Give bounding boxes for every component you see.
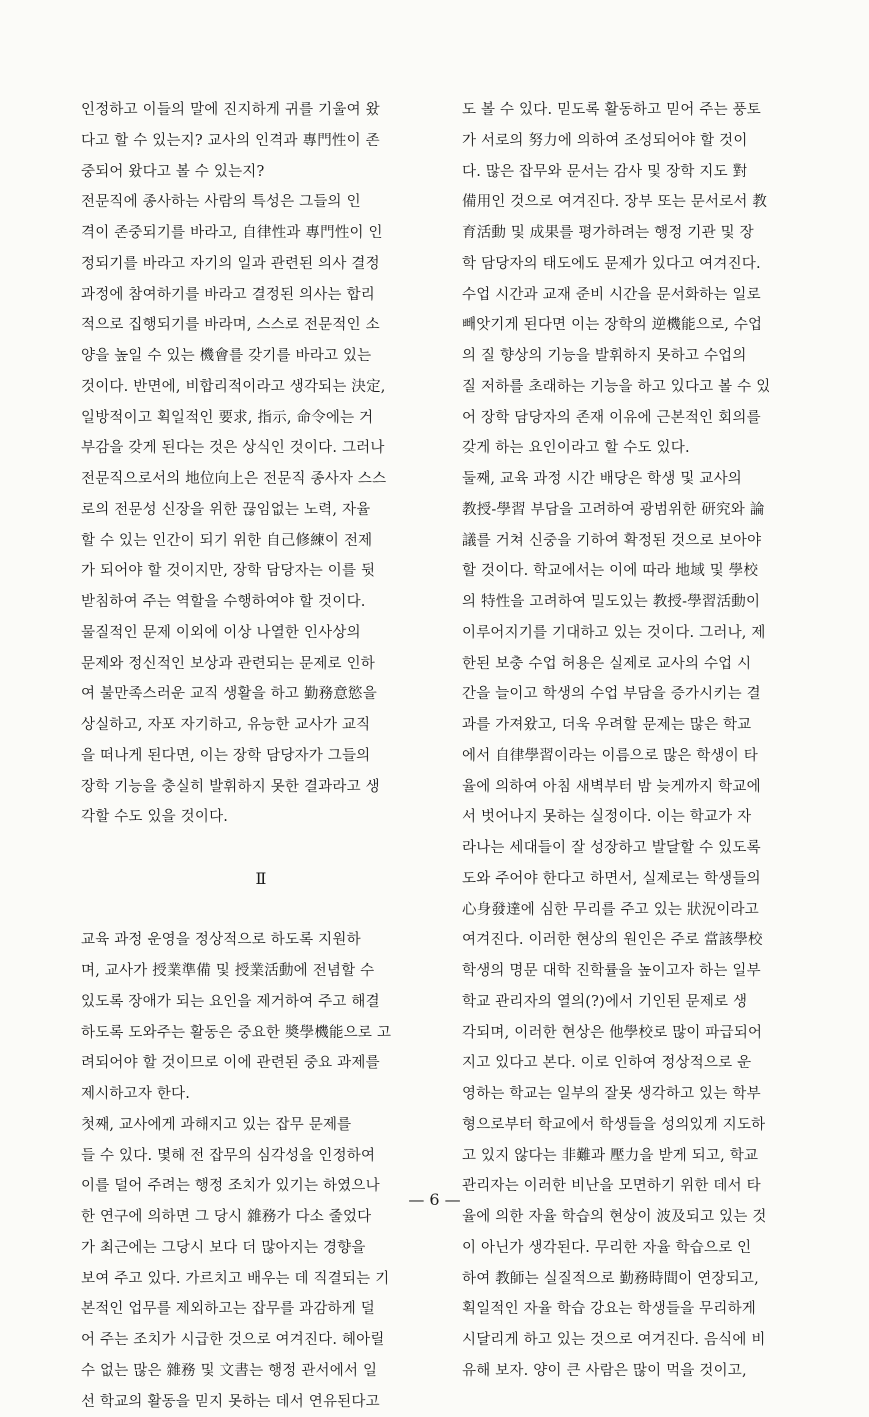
text-line: 학생의 명문 대학 진학률을 높이고자 하는 일부	[462, 956, 824, 987]
text-line: 제시하고자 한다.	[81, 1079, 441, 1110]
text-line: 어 장학 담당자의 존재 이유에 근본적인 회의를	[462, 403, 824, 434]
page-number: — 6 —	[0, 1190, 869, 1209]
text-line: 갖게 하는 요인이라고 할 수도 있다.	[462, 433, 824, 464]
text-line: 인정하고 이들의 말에 진지하게 귀를 기울여 왔	[81, 95, 441, 126]
left-paragraphs	[81, 95, 441, 833]
text-line: 지고 있다고 본다. 이로 인하여 정상적으로 운	[462, 1048, 824, 1079]
text-line: 한된 보충 수업 허용은 실제로 교사의 수업 시	[462, 649, 824, 680]
text-line: 로의 전문성 신장을 위한 끊임없는 노력, 자율	[81, 495, 441, 526]
text-line: 어 주는 조치가 시급한 것으로 여겨진다. 헤아릴	[81, 1325, 441, 1356]
text-line: 할 것이다. 학교에서는 이에 따라 地域 및 學校	[462, 556, 824, 587]
text-line: 장학 기능을 충실히 발휘하지 못한 결과라고 생	[81, 772, 441, 803]
text-line: 하여 教師는 실질적으로 勤務時間이 연장되고,	[462, 1264, 824, 1295]
text-line: 간을 늘이고 학생의 수업 부담을 증가시키는 결	[462, 679, 824, 710]
text-line: 備用인 것으로 여겨진다. 장부 또는 문서로서 教	[462, 187, 824, 218]
text-line: 각할 수도 있을 것이다.	[81, 802, 441, 833]
text-line: 心身發達에 심한 무리를 주고 있는 狀況이라고	[462, 895, 824, 926]
text-line: 것이다. 반면에, 비합리적이라고 생각되는 決定,	[81, 372, 441, 403]
text-line: 적으로 집행되기를 바라며, 스스로 전문적인 소	[81, 310, 441, 341]
text-line: 질 저하를 초래하는 기능을 하고 있다고 볼 수 있	[462, 372, 824, 403]
text-line: 수 없는 많은 雜務 및 文書는 행정 관서에서 일	[81, 1356, 441, 1387]
text-line: 여 불만족스러운 교직 생활을 하고 勤務意慾을	[81, 679, 441, 710]
text-line: 보여 주고 있다. 가르치고 배우는 데 직결되는 기	[81, 1264, 441, 1295]
text-line: 전문직에 종사하는 사람의 특성은 그들의 인	[81, 187, 441, 218]
text-line: 본적인 업무를 제외하고는 잡무를 과감하게 덜	[81, 1294, 441, 1325]
text-line: 학교 관리자의 열의(?)에서 기인된 문제로 생	[462, 987, 824, 1018]
text-line: 가 최근에는 그당시 보다 더 많아지는 경향을	[81, 1233, 441, 1264]
text-line: 받침하여 주는 역할을 수행하여야 할 것이다.	[81, 587, 441, 618]
spacer	[81, 833, 441, 864]
text-line: 부감을 갖게 된다는 것은 상식인 것이다. 그러나	[81, 433, 441, 464]
text-line: 이를 덜어 주려는 행정 조치가 있기는 하였으나	[81, 1171, 441, 1202]
text-line: 율에 의하여 아침 새벽부터 밤 늦게까지 학교에	[462, 772, 824, 803]
text-line: 하도록 도와주는 활동은 중요한 奬學機能으로 고	[81, 1018, 441, 1049]
text-line: 며, 교사가 授業準備 및 授業活動에 전념할 수	[81, 956, 441, 987]
text-line: 학 담당자의 태도에도 문제가 있다고 여겨진다.	[462, 249, 824, 280]
text-line: 문제와 정신적인 보상과 관련되는 문제로 인하	[81, 649, 441, 680]
text-line: 의 特性을 고려하여 밀도있는 教授-學習活動이	[462, 587, 824, 618]
text-line: 율에 의한 자율 학습의 현상이 波及되고 있는 것	[462, 1202, 824, 1233]
text-line: 이루어지기를 기대하고 있는 것이다. 그러나, 제	[462, 618, 824, 649]
text-line: 시달리게 하고 있는 것으로 여겨진다. 음식에 비	[462, 1325, 824, 1356]
text-line: 教授-學習 부담을 고려하여 광범위한 研究와 論	[462, 495, 824, 526]
text-line: 중되어 왔다고 볼 수 있는지?	[81, 157, 441, 188]
spacer	[81, 895, 441, 926]
text-line: 관리자는 이러한 비난을 모면하기 위한 데서 타	[462, 1171, 824, 1202]
text-line: 과를 가져왔고, 더욱 우려할 문제는 많은 학교	[462, 710, 824, 741]
text-line: 양을 높일 수 있는 機會를 갖기를 바라고 있는	[81, 341, 441, 372]
text-line: 한 연구에 의하면 그 당시 雜務가 다소 줄었다	[81, 1202, 441, 1233]
text-line: 려되어야 할 것이므로 이에 관련된 중요 과제를	[81, 1048, 441, 1079]
text-line: 빼앗기게 된다면 이는 장학의 逆機能으로, 수업	[462, 310, 824, 341]
text-line: 정되기를 바라고 자기의 일과 관련된 의사 결정	[81, 249, 441, 280]
text-line: 다. 많은 잡무와 문서는 감사 및 장학 지도 對	[462, 157, 824, 188]
text-line: 첫째, 교사에게 과해지고 있는 잡무 문제를	[81, 1110, 441, 1141]
text-line: 고 있지 않다는 非難과 壓力을 받게 되고, 학교	[462, 1141, 824, 1172]
section-numeral: Ⅱ	[81, 864, 441, 895]
text-line: 유해 보자. 양이 큰 사람은 많이 먹을 것이고,	[462, 1356, 824, 1387]
left-column	[81, 95, 441, 1417]
text-line: 수업 시간과 교재 준비 시간을 문서화하는 일로	[462, 280, 824, 311]
text-line: 상실하고, 자포 자기하고, 유능한 교사가 교직	[81, 710, 441, 741]
text-line: 가 되어야 할 것이지만, 장학 담당자는 이를 뒷	[81, 556, 441, 587]
text-line: 다고 할 수 있는지? 교사의 인격과 專門性이 존	[81, 126, 441, 157]
text-line: 과정에 참여하기를 바라고 결정된 의사는 합리	[81, 280, 441, 311]
text-line: 여겨진다. 이러한 현상의 원인은 주로 當該學校	[462, 925, 824, 956]
text-line: 둘째, 교육 과정 시간 배당은 학생 및 교사의	[462, 464, 824, 495]
text-line: 에서 自律學習이라는 이름으로 많은 학생이 타	[462, 741, 824, 772]
text-line: 있도록 장애가 되는 요인을 제거하여 주고 해결	[81, 987, 441, 1018]
text-line: 할 수 있는 인간이 되기 위한 自己修練이 전제	[81, 526, 441, 557]
text-line: 들 수 있다. 몇해 전 잡무의 심각성을 인정하여	[81, 1141, 441, 1172]
text-line: 라나는 세대들이 잘 성장하고 발달할 수 있도록	[462, 833, 824, 864]
text-line: 서 벗어나지 못하는 실정이다. 이는 학교가 자	[462, 802, 824, 833]
text-line: 물질적인 문제 이외에 이상 나열한 인사상의	[81, 618, 441, 649]
text-line: 영하는 학교는 일부의 잘못 생각하고 있는 학부	[462, 1079, 824, 1110]
text-line: 격이 존중되기를 바라고, 自律性과 專門性이 인	[81, 218, 441, 249]
text-line: 형으로부터 학교에서 학생들을 성의있게 지도하	[462, 1110, 824, 1141]
text-line: 교육 과정 운영을 정상적으로 하도록 지원하	[81, 925, 441, 956]
text-line: 전문직으로서의 地位向上은 전문직 종사자 스스	[81, 464, 441, 495]
text-line: 도와 주어야 한다고 하면서, 실제로는 학생들의	[462, 864, 824, 895]
text-line: 育活動 및 成果를 평가하려는 행정 기관 및 장	[462, 218, 824, 249]
text-line: 일방적이고 획일적인 要求, 指示, 命令에는 거	[81, 403, 441, 434]
text-line: 가 서로의 努力에 의하여 조성되어야 할 것이	[462, 126, 824, 157]
text-line: 의 질 향상의 기능을 발휘하지 못하고 수업의	[462, 341, 824, 372]
text-line: 도 볼 수 있다. 믿도록 활동하고 믿어 주는 풍토	[462, 95, 824, 126]
text-line: 이 아닌가 생각된다. 무리한 자율 학습으로 인	[462, 1233, 824, 1264]
text-line: 각되며, 이러한 현상은 他學校로 많이 파급되어	[462, 1018, 824, 1049]
text-line: 을 떠나게 된다면, 이는 장학 담당자가 그들의	[81, 741, 441, 772]
left-paragraphs-section-ii	[81, 925, 441, 1417]
text-line: 선 학교의 활동을 믿지 못하는 데서 연유된다고	[81, 1387, 441, 1417]
text-line: 획일적인 자율 학습 강요는 학생들을 무리하게	[462, 1294, 824, 1325]
text-line: 議를 거쳐 신중을 기하여 확정된 것으로 보아야	[462, 526, 824, 557]
